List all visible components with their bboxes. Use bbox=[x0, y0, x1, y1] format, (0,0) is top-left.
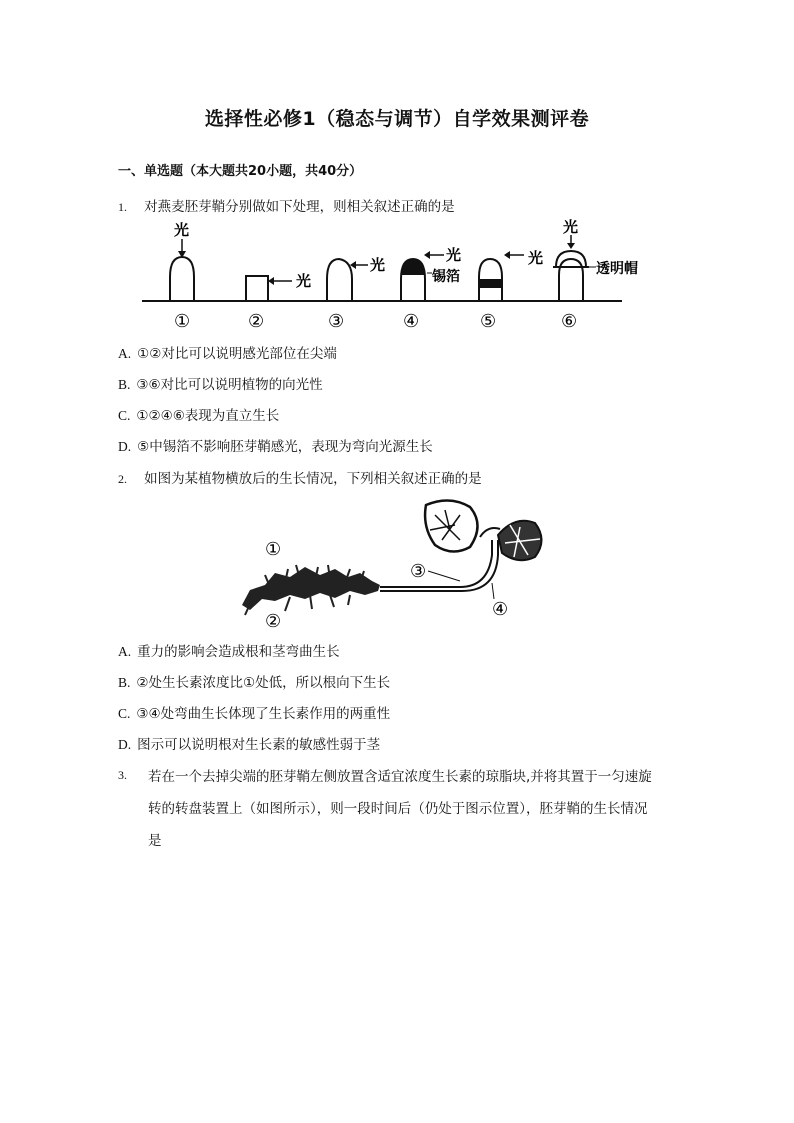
figure-label: ⑥ bbox=[561, 311, 578, 332]
question-text-line: 转的转盘装置上（如图所示），则一段时间后（仍处于图示位置），胚芽鞘的生长情况 bbox=[148, 801, 648, 817]
coleoptile-figure bbox=[140, 215, 660, 335]
cap-label: 透明帽 bbox=[596, 261, 638, 277]
option-letter: D. bbox=[118, 737, 132, 752]
page-title: 选择性必修1（稳态与调节）自学效果测评卷 bbox=[204, 108, 590, 130]
option-text: ③④处弯曲生长体现了生长素作用的两重性 bbox=[136, 706, 391, 722]
figure-label: ⑤ bbox=[480, 311, 497, 332]
light-label: 光 bbox=[296, 272, 312, 290]
question-2 bbox=[118, 467, 482, 487]
option-letter: B. bbox=[118, 675, 131, 690]
figure-label: ② bbox=[248, 311, 265, 332]
option-c[interactable] bbox=[118, 702, 390, 722]
plant-figure bbox=[230, 495, 560, 635]
option-letter: A. bbox=[118, 644, 132, 659]
question-number: 3. bbox=[118, 768, 127, 782]
question-text: 对燕麦胚芽鞘分别做如下处理，则相关叙述正确的是 bbox=[144, 199, 455, 215]
question-number: 1. bbox=[118, 200, 127, 214]
option-b[interactable] bbox=[118, 373, 323, 393]
figure-label: ④ bbox=[492, 599, 509, 620]
light-label: 光 bbox=[446, 246, 462, 264]
option-letter: A. bbox=[118, 346, 132, 361]
light-label: 光 bbox=[174, 221, 190, 239]
option-letter: D. bbox=[118, 439, 132, 454]
light-label: 光 bbox=[528, 249, 544, 267]
coleoptile-4 bbox=[401, 246, 461, 301]
coleoptile-2 bbox=[246, 272, 311, 301]
coleoptile-6 bbox=[553, 218, 638, 301]
figure-label: ③ bbox=[410, 561, 427, 582]
option-text: ①②④⑥表现为直立生长 bbox=[136, 408, 280, 424]
option-letter: C. bbox=[118, 408, 131, 423]
light-label: 光 bbox=[370, 256, 386, 274]
light-label: 光 bbox=[563, 218, 579, 236]
foil-label: 锡箔 bbox=[432, 269, 460, 285]
option-text: 重力的影响会造成根和茎弯曲生长 bbox=[137, 644, 340, 660]
option-d[interactable] bbox=[118, 435, 433, 455]
question-number: 2. bbox=[118, 472, 127, 486]
leaves bbox=[425, 500, 541, 560]
figure-label: ③ bbox=[328, 311, 345, 332]
figure-label: ① bbox=[174, 311, 191, 332]
option-a[interactable] bbox=[118, 342, 337, 362]
coleoptile-5 bbox=[479, 249, 543, 301]
figure-label: ① bbox=[265, 539, 282, 560]
root-mass bbox=[242, 565, 380, 615]
figure-label: ② bbox=[265, 611, 282, 632]
option-letter: B. bbox=[118, 377, 131, 392]
option-d[interactable] bbox=[118, 733, 380, 753]
question-text-line: 若在一个去掉尖端的胚芽鞘左侧放置含适宜浓度生长素的琼脂块,并将其置于一匀速旋 bbox=[148, 769, 652, 785]
option-c[interactable] bbox=[118, 404, 279, 424]
option-letter: C. bbox=[118, 706, 131, 721]
option-text: ①②对比可以说明感光部位在尖端 bbox=[137, 346, 337, 362]
question-text: 如图为某植物横放后的生长情况，下列相关叙述正确的是 bbox=[144, 471, 482, 487]
option-text: 图示可以说明根对生长素的敏感性弱于茎 bbox=[137, 737, 381, 753]
question-text-line: 是 bbox=[148, 833, 162, 849]
question-1 bbox=[118, 195, 455, 215]
option-a[interactable] bbox=[118, 640, 340, 660]
coleoptile-1 bbox=[170, 221, 194, 301]
option-text: ③⑥对比可以说明植物的向光性 bbox=[136, 377, 323, 393]
option-text: ②处生长素浓度比①处低，所以根向下生长 bbox=[136, 675, 391, 691]
section-heading: 一、单选题（本大题共20小题，共40分） bbox=[118, 164, 363, 179]
figure-label: ④ bbox=[403, 311, 420, 332]
option-b[interactable] bbox=[118, 671, 390, 691]
option-text: ⑤中锡箔不影响胚芽鞘感光，表现为弯向光源生长 bbox=[137, 439, 433, 455]
coleoptile-3 bbox=[327, 256, 385, 301]
